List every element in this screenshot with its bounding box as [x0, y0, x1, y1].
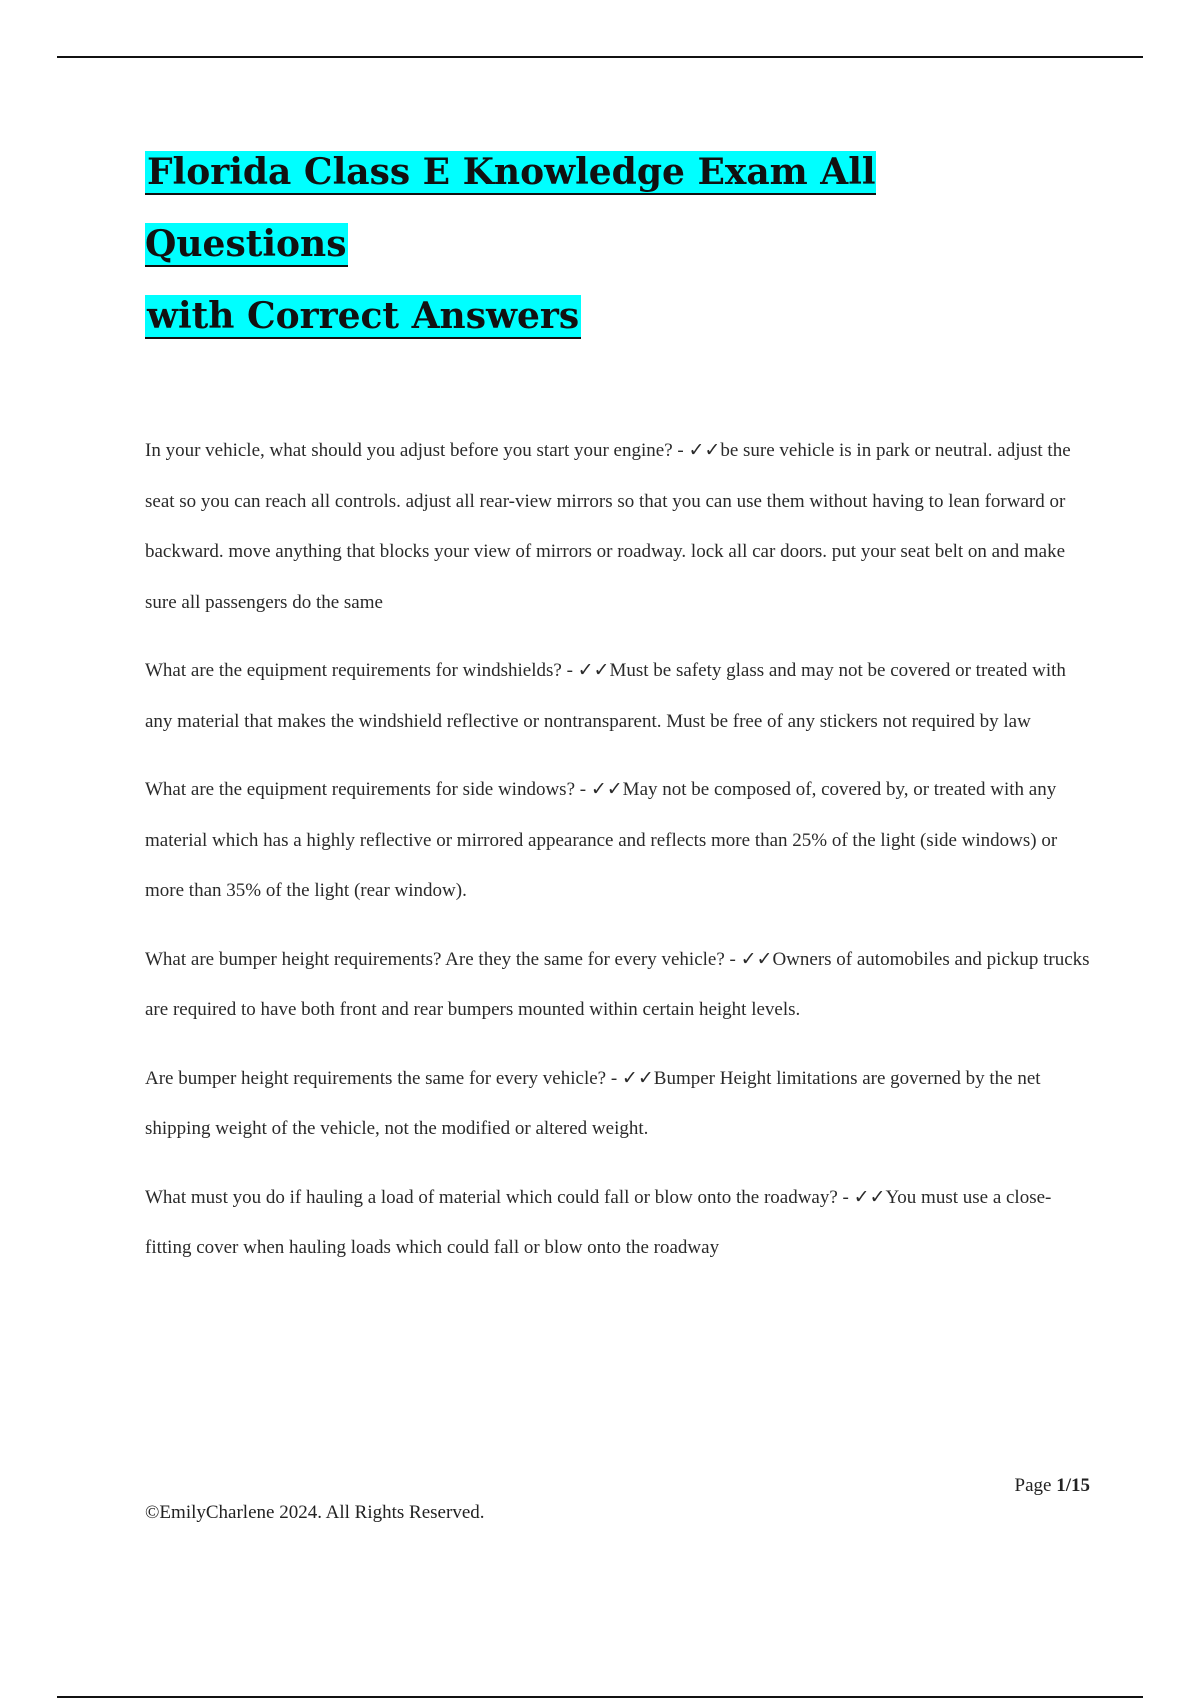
qa-item	[145, 1173, 1090, 1274]
double-check-icon: ✓✓	[577, 660, 610, 681]
question-text: What are the equipment requirements for windshields? -	[145, 660, 578, 681]
answer-text: Owners of automobiles and pickup trucks are required to have both front and rear bumpers mounted within certain height levels.	[145, 948, 1090, 1020]
page-prefix: Page	[1014, 1475, 1057, 1496]
top-rule	[57, 56, 1143, 58]
bottom-rule	[57, 1696, 1143, 1698]
qa-item	[145, 426, 1090, 628]
qa-item	[145, 1054, 1090, 1155]
answer-text: Must be safety glass and may not be covered or treated with any material that makes the windshield reflective or nontransparent. Must be free of any stickers not required by law	[145, 660, 1066, 732]
copyright-notice: ©EmilyCharlene 2024. All Rights Reserved.	[145, 1502, 485, 1523]
title-line-2: with Correct Answers	[147, 295, 580, 337]
page-separator: /	[1065, 1475, 1071, 1496]
qa-item	[145, 646, 1090, 747]
page-current: 1	[1056, 1475, 1066, 1496]
page-number	[1015, 1475, 1090, 1497]
qa-list	[145, 426, 1090, 1274]
answer-text: May not be composed of, covered by, or treated with any material which has a highly reflective or mirrored appearance and reflects more than 25% of the light (side windows) or more than 35% of the light (rear window).	[145, 779, 1058, 901]
page-total: 15	[1071, 1475, 1090, 1496]
question-text: What are the equipment requirements for side windows? -	[145, 779, 591, 800]
double-check-icon: ✓✓	[853, 1186, 886, 1208]
double-check-icon: ✓✓	[590, 779, 623, 800]
answer-text: Bumper Height limitations are governed by the net shipping weight of the vehicle, not the modified or altered weight.	[145, 1067, 1041, 1139]
question-text: Are bumper height requirements the same for every vehicle? -	[145, 1068, 622, 1089]
question-text: In your vehicle, what should you adjust before you start your engine? -	[145, 440, 688, 461]
question-text: What are bumper height requirements? Are they the same for every vehicle? -	[145, 949, 741, 970]
title-line-1: Florida Class E Knowledge Exam All Questions	[145, 151, 876, 265]
answer-text: be sure vehicle is in park or neutral. adjust the seat so you can reach all controls. adjust all rear-view mirrors so that you can use them without having to lean forward or backward. move anything that blocks your view of mirrors or roadway. lock all car doors. put your seat belt on and make sure all passengers do the same	[145, 440, 1071, 613]
answer-text: You must use a close-fitting cover when hauling loads which could fall or blow onto the roadway	[145, 1186, 1052, 1258]
double-check-icon: ✓✓	[740, 948, 773, 970]
question-text: What must you do if hauling a load of material which could fall or blow onto the roadway? -	[145, 1187, 854, 1208]
qa-item	[145, 935, 1090, 1036]
double-check-icon: ✓✓	[688, 440, 721, 461]
document-title	[145, 136, 1090, 352]
qa-item	[145, 765, 1090, 917]
document-body	[145, 136, 1090, 1292]
double-check-icon: ✓✓	[621, 1067, 654, 1089]
